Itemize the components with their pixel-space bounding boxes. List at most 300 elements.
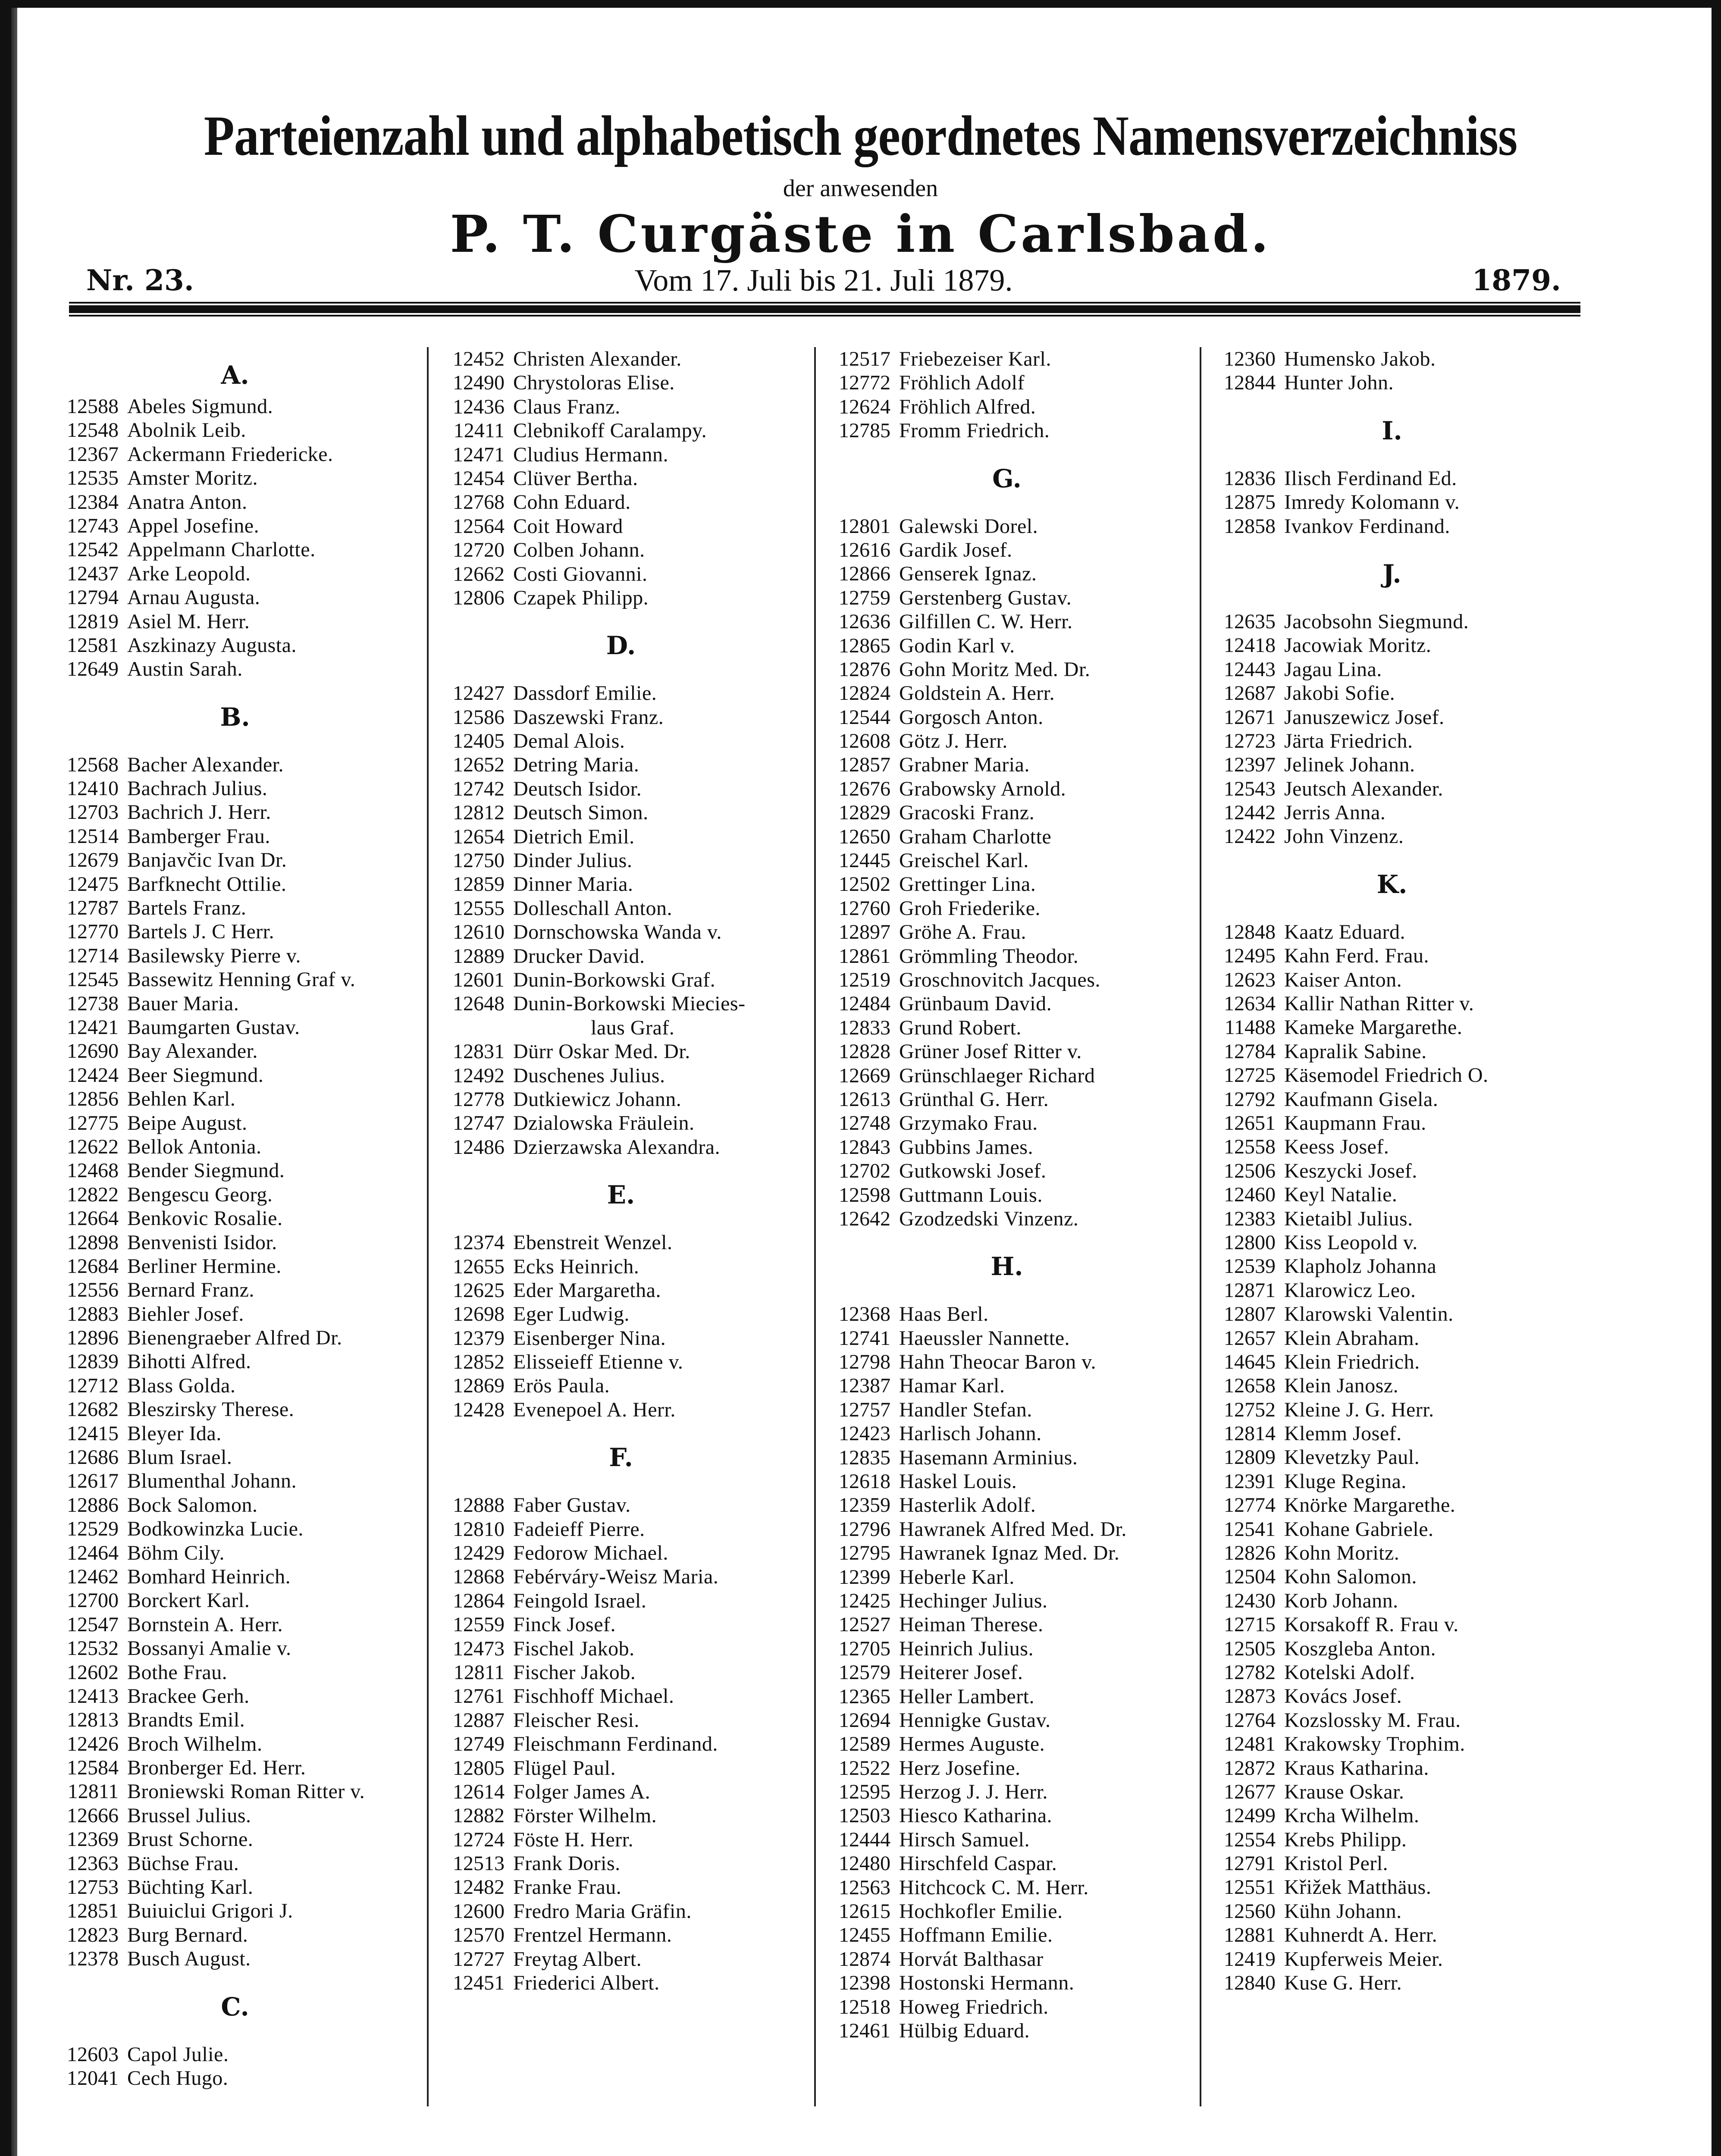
- guest-name: Febérváry-Weisz Maria.: [513, 1565, 719, 1589]
- guest-entry: [50, 1015, 420, 1039]
- guest-entry: [821, 586, 1192, 610]
- party-number: 12426: [67, 1732, 119, 1755]
- party-number: 12778: [453, 1087, 505, 1111]
- guest-name: Horvát Balthasar: [899, 1947, 1044, 1971]
- guest-entry: [436, 1732, 806, 1756]
- party-number: 12873: [1224, 1685, 1276, 1708]
- guest-entry: [821, 1971, 1192, 1995]
- guest-name: Dinner Maria.: [513, 873, 633, 896]
- guest-entry: [1207, 1087, 1577, 1111]
- party-number: 12720: [453, 539, 505, 562]
- guest-name: Bernard Franz.: [127, 1279, 254, 1302]
- guest-name: Banjavčic Ivan Dr.: [127, 849, 287, 872]
- guest-name: Flügel Paul.: [513, 1756, 616, 1780]
- guest-entry: [50, 657, 420, 681]
- guest-entry: [1207, 753, 1577, 777]
- guest-entry: [821, 1876, 1192, 1899]
- guest-entry: [50, 1589, 420, 1612]
- guest-name: Hunter John.: [1284, 371, 1394, 395]
- guest-name: Kraus Katharina.: [1284, 1756, 1429, 1780]
- guest-name: laus Graf.: [591, 1016, 675, 1039]
- guest-entry: [1207, 1732, 1577, 1756]
- guest-name: Jacowiak Moritz.: [1284, 634, 1432, 657]
- party-number: 12650: [839, 825, 890, 848]
- guest-name: Clebnikoff Caralampy.: [513, 419, 707, 442]
- guest-entry: [1207, 1135, 1577, 1159]
- guest-entry: [50, 1039, 420, 1063]
- party-number: 12770: [67, 920, 119, 943]
- guest-entry: [436, 1852, 806, 1875]
- party-number: 12657: [1224, 1326, 1276, 1350]
- guest-name: Dunin-Borkowski Graf.: [513, 968, 716, 991]
- guest-entry: [436, 1708, 806, 1732]
- guest-name: Biehler Josef.: [127, 1302, 244, 1326]
- guest-entry: [821, 634, 1192, 658]
- party-number: 12761: [453, 1685, 505, 1708]
- guest-entry: [1207, 1254, 1577, 1278]
- guest-name: Feingold Israel.: [513, 1589, 647, 1612]
- guest-entry: [1207, 1756, 1577, 1780]
- guest-name: Haeussler Nannette.: [899, 1326, 1070, 1350]
- guest-name: Buiuiclui Grigori J.: [127, 1899, 293, 1923]
- guest-entry: [50, 1661, 420, 1684]
- guest-name: Colben Johann.: [513, 539, 645, 562]
- party-number: 12622: [67, 1135, 119, 1158]
- party-number: 12584: [67, 1756, 119, 1780]
- section-letter-heading: G.: [992, 464, 1022, 493]
- guest-name: Bachrich J. Herr.: [127, 801, 271, 824]
- guest-name: Hoffmann Emilie.: [899, 1924, 1053, 1947]
- guest-entry: [50, 1374, 420, 1398]
- guest-entry: [436, 1087, 806, 1111]
- guest-entry: [821, 1493, 1192, 1517]
- guest-name: Arke Leopold.: [127, 562, 251, 585]
- guest-entry: [1207, 1565, 1577, 1589]
- party-number: 12759: [839, 586, 890, 609]
- guest-entry: [1207, 1111, 1577, 1135]
- guest-name: Fedorow Michael.: [513, 1542, 668, 1565]
- guest-name: Kupferweis Meier.: [1284, 1947, 1443, 1971]
- guest-name: Appelmann Charlotte.: [127, 538, 316, 561]
- party-number: 12772: [839, 371, 890, 395]
- party-number: 12473: [453, 1637, 505, 1660]
- issue-meta-row: [86, 263, 1561, 298]
- party-number: 12442: [1224, 801, 1276, 824]
- guest-entry: [50, 1899, 420, 1923]
- guest-name: Bengescu Georg.: [127, 1183, 273, 1206]
- party-number: 12551: [1224, 1876, 1276, 1899]
- party-number: 12555: [453, 896, 505, 920]
- guest-entry: [1207, 1613, 1577, 1636]
- guest-entry: [1207, 1040, 1577, 1063]
- header-rule-top: [69, 302, 1580, 304]
- party-number: 12686: [67, 1446, 119, 1469]
- guest-entry: [821, 1661, 1192, 1684]
- guest-entry: [436, 1279, 806, 1302]
- guest-entry: [821, 1804, 1192, 1827]
- party-number: 12399: [839, 1565, 890, 1589]
- guest-name: Haskel Louis.: [899, 1470, 1017, 1493]
- guest-name: Hahn Theocar Baron v.: [899, 1351, 1097, 1374]
- party-number: 12359: [839, 1494, 890, 1517]
- guest-name: Kleine J. G. Herr.: [1284, 1398, 1434, 1421]
- party-number: 12437: [67, 562, 119, 585]
- guest-entry: [1207, 1684, 1577, 1708]
- guest-entry: [50, 1445, 420, 1469]
- guest-name: Kallir Nathan Ritter v.: [1284, 992, 1474, 1015]
- guest-name: Hechinger Julius.: [899, 1589, 1048, 1612]
- guest-entry: [1207, 1589, 1577, 1613]
- party-number: 12445: [839, 849, 890, 872]
- guest-name: Evenepoel A. Herr.: [513, 1398, 676, 1421]
- guest-entry: [436, 467, 806, 490]
- party-number: 12505: [1224, 1637, 1276, 1660]
- guest-entry: [821, 1828, 1192, 1852]
- guest-entry: [50, 872, 420, 896]
- party-number: 12548: [67, 419, 119, 442]
- guest-entry: [436, 1613, 806, 1636]
- guest-entry: [821, 419, 1192, 442]
- party-number: 12814: [1224, 1422, 1276, 1445]
- guest-name: Föste H. Herr.: [513, 1828, 633, 1851]
- party-number: 12715: [1224, 1613, 1276, 1636]
- guest-name: Bartels J. C Herr.: [127, 920, 274, 943]
- guest-name: Grabowsky Arnold.: [899, 777, 1066, 800]
- guest-name: Dietrich Emil.: [513, 825, 635, 848]
- guest-entry: [436, 1637, 806, 1661]
- guest-name: Kühn Johann.: [1284, 1899, 1402, 1923]
- guest-entry: [1207, 1470, 1577, 1493]
- party-number: 12558: [1224, 1135, 1276, 1159]
- party-number: 12666: [67, 1804, 119, 1827]
- date-range: Vom 17. Juli bis 21. Juli 1879.: [634, 263, 1013, 298]
- guest-name: Kohn Salomon.: [1284, 1565, 1417, 1589]
- guest-entry: [1207, 1804, 1577, 1827]
- guest-entry: [436, 419, 806, 442]
- guest-name: Kovács Josef.: [1284, 1685, 1402, 1708]
- party-number: 12840: [1224, 1971, 1276, 1995]
- party-number: 12614: [453, 1780, 505, 1803]
- party-number: 12613: [839, 1087, 890, 1111]
- party-number: 12865: [839, 634, 890, 657]
- party-number: 12422: [1224, 825, 1276, 848]
- guest-entry: [1207, 1302, 1577, 1326]
- party-number: 12679: [67, 849, 119, 872]
- guest-name: Hiesco Katharina.: [899, 1804, 1053, 1827]
- party-number: 12454: [453, 467, 505, 490]
- party-number: 12506: [1224, 1159, 1276, 1182]
- party-number: 12785: [839, 419, 890, 442]
- party-number: 12791: [1224, 1852, 1276, 1875]
- guest-name: Bacher Alexander.: [127, 753, 284, 776]
- guest-name: Dunin-Borkowski Miecies-: [513, 992, 746, 1015]
- party-number: 12883: [67, 1302, 119, 1326]
- guest-name: Krcha Wilhelm.: [1284, 1804, 1420, 1827]
- guest-entry: [436, 992, 806, 1015]
- guest-entry: [1207, 371, 1577, 395]
- guest-name: Bothe Frau.: [127, 1661, 228, 1684]
- guest-name: Dassdorf Emilie.: [513, 682, 657, 705]
- guest-name: Abolnik Leib.: [127, 419, 246, 442]
- party-number: 12547: [67, 1613, 119, 1636]
- party-number: 12784: [1224, 1040, 1276, 1063]
- guest-entry: [821, 1470, 1192, 1493]
- party-number: 12617: [67, 1470, 119, 1493]
- party-number: 12805: [453, 1756, 505, 1780]
- guest-name: Claus Franz.: [513, 395, 621, 418]
- party-number: 12724: [453, 1828, 505, 1851]
- guest-name: Hasterlik Adolf.: [899, 1494, 1036, 1517]
- party-number: 12475: [67, 872, 119, 896]
- guest-entry: [1207, 1708, 1577, 1732]
- party-number: 12801: [839, 514, 890, 538]
- guest-name: Kaufmann Gisela.: [1284, 1087, 1439, 1111]
- party-number: 12041: [67, 2067, 119, 2090]
- guest-entry: [1207, 1159, 1577, 1183]
- party-number: 12610: [453, 921, 505, 944]
- guest-entry: [821, 801, 1192, 824]
- party-number: 12859: [453, 873, 505, 896]
- guest-name: Dornschowska Wanda v.: [513, 921, 722, 944]
- guest-entry: [821, 514, 1192, 538]
- guest-name: Brandts Emil.: [127, 1708, 245, 1732]
- party-number: 12387: [839, 1374, 890, 1398]
- guest-name: Gzodzedski Vinzenz.: [899, 1207, 1079, 1230]
- guest-name: Humensko Jakob.: [1284, 348, 1436, 370]
- party-number: 12411: [453, 419, 505, 442]
- guest-name: Freytag Albert.: [513, 1947, 642, 1971]
- party-number: 12898: [67, 1231, 119, 1254]
- party-number: 12824: [839, 682, 890, 705]
- party-number: 12427: [453, 682, 505, 705]
- party-number: 12564: [453, 514, 505, 538]
- guest-entry: [1207, 1207, 1577, 1231]
- party-number: 12542: [67, 538, 119, 561]
- guest-name: Blass Golda.: [127, 1374, 236, 1397]
- guest-entry: [436, 1780, 806, 1804]
- guest-entry: [821, 1446, 1192, 1470]
- guest-entry: [821, 1040, 1192, 1063]
- register-column-2: [436, 347, 806, 1995]
- guest-name: Hitchcock C. M. Herr.: [899, 1876, 1089, 1899]
- guest-name: Fromm Friedrich.: [899, 419, 1050, 442]
- guest-entry: [821, 1398, 1192, 1422]
- guest-entry: [821, 1756, 1192, 1780]
- party-number: 12405: [453, 730, 505, 753]
- party-number: 12828: [839, 1040, 890, 1063]
- guest-name: Godin Karl v.: [899, 634, 1015, 657]
- party-number: 12452: [453, 348, 505, 370]
- guest-entry: [821, 1637, 1192, 1661]
- guest-entry: [821, 1135, 1192, 1159]
- guest-entry: [50, 1756, 420, 1780]
- party-number: 12714: [67, 944, 119, 967]
- party-number: 12833: [839, 1016, 890, 1039]
- party-number: 12743: [67, 514, 119, 537]
- guest-name: Gohn Moritz Med. Dr.: [899, 658, 1091, 681]
- party-number: 12430: [1224, 1589, 1276, 1612]
- party-number: 12363: [67, 1852, 119, 1875]
- party-number: 12702: [839, 1159, 890, 1183]
- guest-name: Herzog J. J. Herr.: [899, 1780, 1048, 1804]
- guest-entry: [50, 1135, 420, 1159]
- party-number: 12662: [453, 562, 505, 586]
- party-number: 12462: [67, 1565, 119, 1588]
- party-number: 12750: [453, 849, 505, 872]
- guest-name: Hochkofler Emilie.: [899, 1900, 1063, 1923]
- party-number: 12504: [1224, 1565, 1276, 1589]
- party-number: 12687: [1224, 682, 1276, 705]
- party-number: 12811: [453, 1661, 505, 1684]
- guest-entry: [50, 944, 420, 968]
- party-number: 12379: [453, 1326, 505, 1350]
- guest-entry: [1207, 1350, 1577, 1374]
- guest-name: Büchse Frau.: [127, 1852, 239, 1875]
- header-rule-bottom: [69, 315, 1580, 317]
- guest-name: Benvenisti Isidor.: [127, 1231, 277, 1254]
- guest-name: Kiss Leopold v.: [1284, 1231, 1418, 1254]
- guest-name: Fischer Jakob.: [513, 1661, 636, 1684]
- section-letter-heading: J.: [1382, 559, 1401, 589]
- guest-entry: [50, 1875, 420, 1899]
- guest-entry: [821, 1685, 1192, 1708]
- guest-entry: [436, 1064, 806, 1087]
- party-number: 12490: [453, 371, 505, 395]
- guest-entry: [50, 610, 420, 633]
- party-number: 12648: [453, 992, 505, 1015]
- party-number: 12887: [453, 1708, 505, 1732]
- guest-entry: [436, 1756, 806, 1780]
- guest-name: Jacobsohn Siegmund.: [1284, 610, 1469, 633]
- party-number: 12748: [839, 1112, 890, 1135]
- guest-name: Grüner Josef Ritter v.: [899, 1040, 1082, 1063]
- guest-name: Keyl Natalie.: [1284, 1183, 1398, 1206]
- guest-entry: [50, 1780, 420, 1803]
- guest-entry: [1207, 1852, 1577, 1875]
- guest-entry: [436, 1231, 806, 1254]
- party-number: 12792: [1224, 1087, 1276, 1111]
- guest-entry: [821, 538, 1192, 562]
- party-number: 12856: [67, 1087, 119, 1111]
- guest-name: Eger Ludwig.: [513, 1303, 630, 1326]
- party-number: 12424: [67, 1063, 119, 1087]
- guest-entry: [821, 1995, 1192, 2019]
- guest-entry: [821, 920, 1192, 944]
- guest-name: Galewski Dorel.: [899, 514, 1038, 538]
- guest-name: Dzierzawska Alexandra.: [513, 1135, 721, 1159]
- guest-entry: [436, 849, 806, 872]
- guest-entry: [1207, 1493, 1577, 1517]
- party-number: 12365: [839, 1685, 890, 1708]
- guest-entry: [436, 1565, 806, 1589]
- guest-name: Böhm Cily.: [127, 1541, 225, 1564]
- guest-entry: [821, 347, 1192, 371]
- guest-name: Costi Giovanni.: [513, 562, 648, 586]
- issue-year: 1879.: [1472, 263, 1561, 297]
- party-number: 12664: [67, 1207, 119, 1230]
- guest-entry: [821, 872, 1192, 896]
- guest-entry: [50, 418, 420, 442]
- party-number: 12618: [839, 1470, 890, 1493]
- guest-name: Hasemann Arminius.: [899, 1446, 1078, 1469]
- party-number: 12712: [67, 1374, 119, 1397]
- guest-name: Gracoski Franz.: [899, 801, 1035, 824]
- guest-entry: [1207, 610, 1577, 633]
- party-number: 12753: [67, 1876, 119, 1899]
- guest-entry: [50, 896, 420, 920]
- guest-entry: [50, 1636, 420, 1660]
- guest-name: Gubbins James.: [899, 1135, 1033, 1159]
- guest-name: Imredy Kolomann v.: [1284, 491, 1460, 514]
- guest-name: Duschenes Julius.: [513, 1064, 665, 1087]
- guest-name: Heller Lambert.: [899, 1685, 1035, 1708]
- party-number: 12669: [839, 1064, 890, 1087]
- party-number: 12418: [1224, 634, 1276, 657]
- guest-name: Klein Janosz.: [1284, 1374, 1399, 1398]
- party-number: 12635: [1224, 610, 1276, 633]
- guest-name: Folger James A.: [513, 1780, 651, 1803]
- guest-entry: [1207, 1923, 1577, 1947]
- guest-entry: [436, 872, 806, 896]
- party-number: 12460: [1224, 1183, 1276, 1206]
- guest-entry: [1207, 1517, 1577, 1541]
- guest-entry: [50, 1231, 420, 1254]
- guest-entry: [50, 1206, 420, 1230]
- guest-entry: [821, 658, 1192, 681]
- guest-entry: [436, 1661, 806, 1684]
- guest-name: Howeg Friedrich.: [899, 1995, 1049, 2018]
- guest-name: Klein Friedrich.: [1284, 1350, 1420, 1373]
- guest-name: Kietaibl Julius.: [1284, 1207, 1413, 1230]
- guest-entry: [821, 1780, 1192, 1804]
- party-number: 12882: [453, 1804, 505, 1827]
- issue-number: Nr. 23.: [86, 263, 194, 297]
- guest-entry: [1207, 968, 1577, 992]
- guest-entry: [1207, 1063, 1577, 1087]
- party-number: 12810: [453, 1517, 505, 1541]
- guest-name: Klemm Josef.: [1284, 1422, 1402, 1445]
- party-number: 12738: [67, 992, 119, 1015]
- guest-entry: [50, 633, 420, 657]
- guest-entry: [436, 1350, 806, 1374]
- guest-name: Czapek Philipp.: [513, 586, 649, 609]
- guest-name: Bock Salomon.: [127, 1493, 258, 1517]
- guest-entry: [436, 1971, 806, 1995]
- party-number: 12601: [453, 968, 505, 991]
- guest-name: Bihotti Alfred.: [127, 1350, 251, 1373]
- guest-entry: [1207, 1445, 1577, 1469]
- guest-entry: [436, 1016, 806, 1040]
- guest-name: Austin Sarah.: [127, 658, 243, 681]
- party-number: 12615: [839, 1900, 890, 1923]
- guest-name: Grabner Maria.: [899, 753, 1030, 777]
- guest-entry: [821, 1159, 1192, 1183]
- party-number: 12579: [839, 1661, 890, 1684]
- party-number: 12725: [1224, 1064, 1276, 1087]
- guest-name: Kristol Perl.: [1284, 1852, 1389, 1875]
- guest-entry: [436, 1684, 806, 1708]
- guest-entry: [50, 1063, 420, 1087]
- guest-entry: [436, 1040, 806, 1063]
- guest-entry: [821, 1016, 1192, 1040]
- party-number: 12502: [839, 873, 890, 896]
- party-number: 12897: [839, 921, 890, 944]
- guest-entry: [436, 729, 806, 753]
- publication-title: P. T. Curgäste in Carlsbad.: [450, 204, 1271, 264]
- party-number: 11488: [1224, 1016, 1276, 1039]
- guest-entry: [1207, 1015, 1577, 1039]
- guest-name: Grettinger Lina.: [899, 873, 1036, 896]
